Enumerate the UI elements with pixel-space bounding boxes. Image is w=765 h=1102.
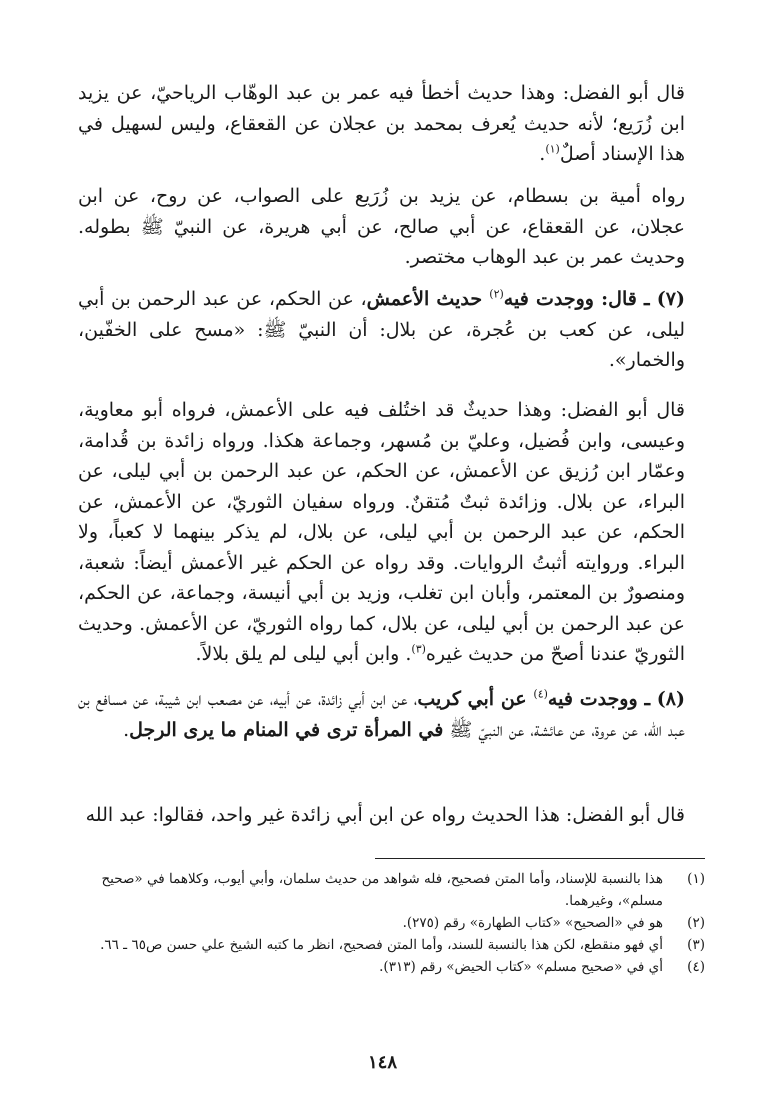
footnotes: [60, 868, 705, 978]
footnote-number: (٣): [687, 937, 705, 953]
footnote-text: هو في «الصحيح» «كتاب الطهارة» رقم (٢٧٥).: [402, 915, 663, 931]
footnote-number: (٢): [687, 915, 705, 931]
footnote-text: أي فهو منقطع، لكن هذا بالنسبة للسند، وأما المتن فصحيح، انظر ما كتبه الشيخ علي حسن ص٦٥ ـ ٦٦.: [100, 937, 663, 953]
footnote-ref-4[interactable]: (٤): [533, 687, 548, 701]
footnote-number: (١): [687, 871, 705, 887]
footnote-text: هذا بالنسبة للإسناد، وأما المتن فصحيح، فله شواهد من حديث سلمان، وأبي أيوب، وكلاهما في «صحيح مسلم»، وغيرهما.: [101, 871, 663, 909]
paragraph-hadith-8: (٨) ـ ووجدت فيه$^{(٤)}$ عن أبي كريب، عن ابن أبي زائدة، عن أبيه، عن مصعب ابن شيبة، عن مسافع بن عبد الله، عن عروة، عن عائشة، عن النبيّ ﷺ في المرأة ترى في المنام ما يرى الرجل.: [78, 687, 685, 741]
paragraph-6: قال أبو الفضل: هذا الحديث رواه عن ابن أبي زائدة غير واحد، فقالوا: عبد الله: [85, 804, 685, 826]
footnote-text: أي في «صحيح مسلم» «كتاب الحيض» رقم (٣١٣).: [379, 959, 663, 975]
footnote: [60, 956, 705, 978]
paragraph-4: قال أبو الفضل: وهذا حديثٌ قد اختُلف فيه على الأعمش، فرواه أبو معاوية، وعيسى، وابن فُضيل، وعليّ بن مُسهر، وجماعة هكذا. ورواه زائدة بن قُدامة، وعمّار ابن رُزيق عن الأعمش، عن الحكم، عن عبد الرحمن بن أبي ليلى، عن البراء، عن بلال. وزائدة ثبتٌ مُتقنٌ. ورواه سفيان الثوريّ، عن الأعمش، عن الحكم، عن عبد الرحمن بن أبي ليلى، عن بلال، لم يذكر بينهما لا كعباً، ولا البراء. وروايته أثبتُ الروايات. وقد رواه عن الحكم غير الأعمش أيضاً: شعبة، ومنصورٌ بن المعتمر، وأبان ابن تغلب، وزيد بن أبي أنيسة، وجماعة، عن الحكم، عن عبد الرحمن بن أبي ليلى، عن بلال، كما رواه الثوريّ، عن الأعمش. وحديث الثوريّ عندنا أصحّ من حديث غيره$^{(٣)}$. وابن أبي ليلى لم يلق بلالاً.: [78, 399, 685, 665]
footnote: [60, 868, 705, 912]
footnote-number: (٤): [687, 959, 705, 975]
footnote: [60, 934, 705, 956]
footnote-ref-2[interactable]: (٢): [489, 287, 504, 301]
footnote: [60, 912, 705, 934]
paragraph-2: رواه أمية بن بسطام، عن يزيد بن زُرَيع على الصواب، عن روح، عن ابن عجلان، عن القعقاع، عن أبي صالح، عن أبي هريرة، عن النبيّ ﷺ بطوله. وحديث عمر بن عبد الوهاب مختصر.: [78, 185, 685, 268]
page-number: ١٤٨: [367, 1052, 397, 1073]
paragraph-hadith-7: (٧) ـ قال: ووجدت فيه$^{(٢)}$ حديث الأعمش، عن الحكم، عن عبد الرحمن بن أبي ليلى، عن كعب بن عُجرة، عن بلال: أن النبيّ ﷺ: «مسح على الخفّين، والخمار».: [78, 287, 685, 371]
footnote-ref-1[interactable]: (١): [545, 142, 560, 156]
paragraph-1: قال أبو الفضل: وهذا حديث أخطأ فيه عمر بن عبد الوهّاب الرياحيّ، عن يزيد ابن زُرَيع؛ لأنه حديث يُعرف بمحمد بن عجلان عن القعقاع، وليس لسهيل في هذا الإسناد أصلٌ$^{(١)}$.: [78, 82, 685, 165]
footnote-ref-3[interactable]: (٣): [411, 642, 426, 656]
footnote-separator: [375, 858, 705, 859]
